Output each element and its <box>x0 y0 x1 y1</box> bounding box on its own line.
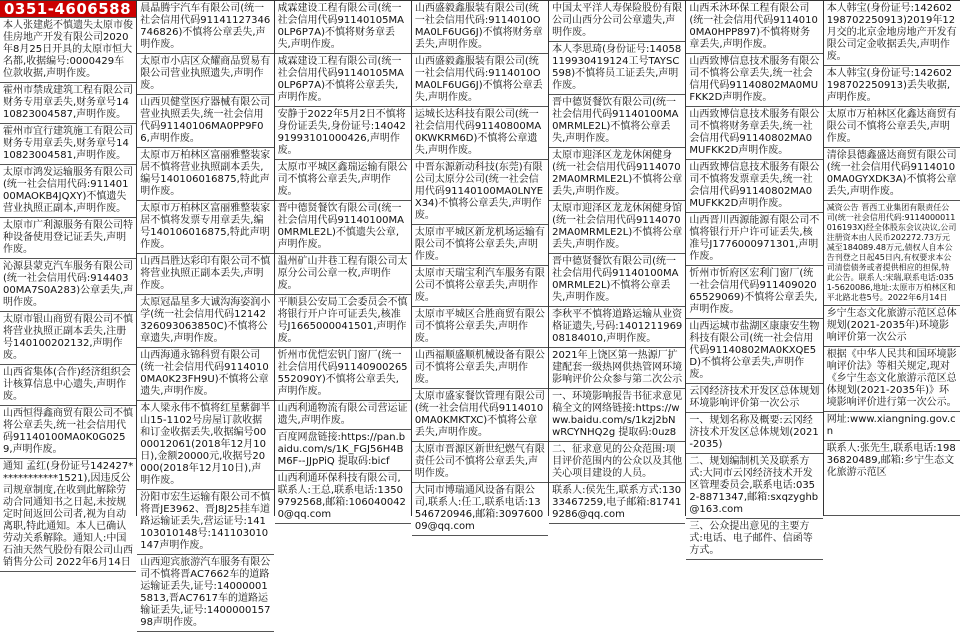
notice-item: 李秋平不慎将道路运输从业资格证遗失,号码:140121196908184010,声明作废。 <box>549 307 685 348</box>
notice-item: 太原市天瑞宝利汽车服务有限公司不慎将公章丢失,声明作废。 <box>412 266 548 307</box>
notice-item: 联系人:张先生,联系电话:19836820489,邮箱:乡宁生态文化旅游示范区 <box>824 441 960 516</box>
notice-item: 山西致博信息技术服务有限公司不慎将公章丢失,统一社会信用代码91140802MA0MUFKK2D声明作废。 <box>686 54 822 107</box>
notice-item: 运城长达科技有限公司(统一社会信用代码91140800MA0KWKRM6D)不慎将公章遗失,声明作废。 <box>412 107 548 160</box>
notice-item: 太原市万柏林区富丽雅整装家居不慎将发票专用章丢失,编号140106016875,特此声明作废。 <box>137 201 273 254</box>
notice-item: 山西海通永锦科贸有限公司(统一社会信用代码91140100MA0K23FH9U)不慎将公章遗失,声明作废。 <box>137 348 273 401</box>
notice-item: 本人梁永伟不慎将红星紫御半山15-1102号房屋订款收据和订金收据丢失,收据编号0000012061(2018年12月10日),金额20000元,收据号20000(2018年12月10日),声明作废。 <box>137 401 273 490</box>
notice-item: 乡宁生态文化旅游示范区总体规划(2021-2035年)环境影响评价第一次公示 <box>824 306 960 347</box>
notice-item: 汾阳市宏生运输有限公司不慎将晋JE3962、晋J8J25挂车道路运输证丢失,营运证号:141103010148号:141103010147声明作废。 <box>137 490 273 555</box>
notice-item: 霍州市禁成建筑工程有限公司财务专用章丢失,财务章号1410823004587,声明作废。 <box>0 83 136 124</box>
notice-item: 太原冠晶星多大诚沟海姿润小学(统一社会信用代码12142326093063850C)不慎将公章遗失,声明作废。 <box>137 295 273 348</box>
notice-item: 二、规划编制机关及联系方式:大同市云冈经济技术开发区管理委员会,联系电话:0352-8871347,邮箱:sxqzyghb@163.com <box>686 454 822 519</box>
notice-item: 中晋东源新动科技(东莞)有限公司太原分公司(统一社会信用代码91140100MA0LNYEX34)不慎将公章丢失,声明作废。 <box>412 160 548 225</box>
notice-item: 三、公众提出意见的主要方式:电话、电子邮件、信函等方式。 <box>686 519 822 560</box>
notice-item: 太原市迎泽区龙龙休闲健身(统一社会信用代码91140702MA0MRMLE2L)不慎将公章丢失,声明作废。 <box>549 148 685 201</box>
notice-item: 山西盛毅鑫服装有限公司(统一社会信用代码:9114010OMA0LF6UG6J)不慎将公章丢失,声明作废。 <box>412 54 548 107</box>
column-5 <box>685 1 822 556</box>
notice-item: 太原市万柏林区富丽雅整装家居不慎将营业执照副本丢失,编号140106016875,特此声明作废。 <box>137 148 273 201</box>
column-0 <box>0 0 136 568</box>
notice-item: 网址:www.xiangning.gov.cn <box>824 412 960 441</box>
notice-item: 山西昌胜达彩印有限公司不慎将营业执照正副本丢失,声明作废。 <box>137 254 273 295</box>
notice-item: 太原市银山商贸有限公司不慎将营业执照正副本丢失,注册号140100202132,声明作废。 <box>0 312 136 365</box>
notice-item: 山西致博信息技术服务有限公司不慎将发票章丢失,统一社会信用代码91140802MA0MUFKK2D声明作废。 <box>686 160 822 213</box>
notice-item: 太原市平城区新龙机场运输有限公司不慎将公章丢失,声明作废。 <box>412 225 548 266</box>
notice-item: 晋中德贤餐饮有限公司(统一社会信用代码91140100MA0MRMLE2L)不慎遗失公章,声明作废。 <box>275 201 411 254</box>
notice-item: 咸霖建设工程有限公司(统一社会信用代码91140105MA0LP6P7A)不慎将公章丢失,声明作废。 <box>275 54 411 107</box>
notice-item: 本人韩宝(身份证号:142602198702250913)2019年12月交的北京金地房地产开发有限公司定金收据丢失,声明作废。 <box>824 1 960 66</box>
notice-item: 中国太平洋人寿保险股份有限公司山西分公司公章遗失,声明作废。 <box>549 1 685 42</box>
notice-item: 百度网盘链接:https://pan.baidu.com/s/1K_FGJ56H4BM6F--JJpPiQ 提取码:bicf <box>275 430 411 471</box>
notice-item: 本人韩宝(身份证号:142602198702250913)丢失收据,声明作废。 <box>824 66 960 107</box>
notice-item: 太原市盛家餐饮管理有限公司(统一社会信用代码91140100MA0KMKTXC)不慎将公章丢失,声明作废。 <box>412 389 548 442</box>
notice-item: 减资公告 晋西工业集团有限责任公司(统一社会信用代码:9114000011016193X)经全体股东会议决议,公司注册资本由人民币202272.73万元减至184089.48万元,债权人自本公告刊登之日起45日内,有权要求本公司清偿债务或者提供相应的担保,特此公告。联系人:宋瑞,联系电话:0351-5620086,地址:太原市万柏林区和平北路北巷5号。2022年6月14日 <box>824 201 960 306</box>
notice-item: 咸霖建设工程有限公司(统一社会信用代码91140105MA0LP6P7A)不慎将财务章丢失,声明作废。 <box>275 1 411 54</box>
notice-item: 山西迎宾旅游汽车服务有限公司不慎将晋AC7662车的道路运输证丢失,证号:140000015813,晋AC7617车的道路运输证丢失,证号:140000015798声明作废。 <box>137 555 273 632</box>
notice-item: 太原市广利源服务有限公司特种设备使用登记证丢失,声明作废。 <box>0 218 136 259</box>
column-3 <box>411 1 548 532</box>
notice-item: 山西晋川西源能源有限公司不慎将银行开户许可证丢失,核准号J1776000971301,声明作废。 <box>686 213 822 266</box>
notice-item: 太原市万柏林区化鑫达商贸有限公司不慎将公章丢失,声明作废。 <box>824 107 960 148</box>
notice-item: 晋中德贤餐饮有限公司(统一社会信用代码91140100MA0MRMLE2L)不慎将公章丢失,声明作废。 <box>549 254 685 307</box>
notice-item: 山西致博信息技术服务有限公司不慎将财务章丢失,统一社会信用代码91140802MA0MUFKK2D声明作废。 <box>686 107 822 160</box>
notice-item: 山西福顺盛顺机械设备有限公司不慎将公章丢失,声明作废。 <box>412 348 548 389</box>
notice-item: 山西贝健堂医疗器械有限公司营业执照丢失,统一社会信用代码91140106MA0PP9F06,声明作废。 <box>137 95 273 148</box>
notice-item: 太原市小店区众耀商品贸易有限公司营业执照遗失,声明作废。 <box>137 54 273 95</box>
column-6 <box>823 1 960 516</box>
column-1 <box>136 1 273 628</box>
column-2 <box>274 1 411 520</box>
notice-item: 安静于2022年5月2日不慎将身份证丢失,身份证号:1404291993101000426,声明作废。 <box>275 107 411 160</box>
notice-item: 山西利通物流有限公司营运证遗失,声明作废。 <box>275 401 411 430</box>
notice-item: 2021年上饶区第一热源厂扩建配套一级热网供热管网环境影响评价公众参与第二次公示 <box>549 348 685 389</box>
notice-item: 本人张建彪不慎遗失太原市俊佳房地产开发有限公司2020年8月25日开具的太原市恒大名都,收据编号:0000429车位款收据,声明作废。 <box>0 18 136 83</box>
notice-item: 太原市平城区鑫瑞运输有限公司不慎将公章丢失,声明作废。 <box>275 160 411 201</box>
notice-item: 晋中德贤餐饮有限公司(统一社会信用代码91140100MA0MRMLE2L)不慎将公章丢失,声明作废。 <box>549 95 685 148</box>
notice-item: 山西利通环保科技有限公司,联系人:王总,联系电话:13509792568,邮箱:1060400420@qq.com <box>275 471 411 524</box>
notice-item: 本人李思琦(身份证号:14058119930419124工号TAYSC598)不慎将员工证丢失,声明作废。 <box>549 42 685 95</box>
notice-item: 云冈经济技术开发区总体规划环境影响评价第一次公示 <box>686 384 822 413</box>
notice-item: 二、征求意见的公众范围:项目评价范围内的公众以及其他关心项目建设的人员。 <box>549 442 685 483</box>
column-4 <box>548 1 685 520</box>
notice-item: 温州矿山井巷工程有限公司太原分公司公章一枚,声明作废。 <box>275 254 411 295</box>
ad-phone-number: 0351-4606588 <box>0 1 136 18</box>
notice-item: 联系人:侯先生,联系方式:13033467259,电子邮箱:817419286@qq.com <box>549 483 685 524</box>
notice-item: 太原市平城区合胜商贸有限公司不慎将公章丢失,声明作废。 <box>412 307 548 348</box>
notice-item: 山西省集体(合作)经济组织会计核算信息中心遗失,声明作废。 <box>0 365 136 406</box>
notice-item: 太原市迎泽区龙龙休闲健身馆(统一社会信用代码91140702MA0MRMLE2L)不慎将公章丢失,声明作废。 <box>549 201 685 254</box>
notice-item: 一、规划名称及概要:云冈经济技术开发区总体规划(2021-2035) <box>686 413 822 454</box>
notice-item: 晨晶腾宇汽车有限公司(统一社会信用代码91141127346746826)不慎将公章丢失,声明作废。 <box>137 1 273 54</box>
notice-item: 根据《中华人民共和国环境影响评价法》等相关规定,现对《乡宁生态文化旅游示范区总体规划(2021-2035年)》环境影响评价进行第一次公示。 <box>824 347 960 412</box>
notice-item: 山西恒得鑫商贸有限公司不慎将公章丢失,统一社会信用代码91140100MA0K0G0259,声明作废。 <box>0 406 136 459</box>
notice-item: 沁源县蒙克汽车服务有限公司(统一社会信用代码:91440300MA7S0A283)公章丢失,声明作废。 <box>0 259 136 312</box>
notice-item: 清徐县德鑫盛达商贸有限公司(统一社会信用代码91140100MA0GYXDK3A)不慎将公章丢失,声明作废。 <box>824 148 960 201</box>
notice-item: 太原市鸿发运输服务有限公司(统一社会信用代码:91140100MAOKB4JQXY)不慎遗失营业执照正副本,声明作废。 <box>0 165 136 218</box>
notice-item: 忻州市忻府区宏利门窗厂(统一社会信用代码91140902065529069)不慎将公章丢失,声明作废。 <box>686 266 822 319</box>
notice-item: 大同市博瑞通风设备有限公司,联系人:任工,联系电话:13546720946,邮箱:309760009@qq.com <box>412 483 548 536</box>
notice-item: 通知 孟红(身份证号142427************1521),因违反公司规章制度,在收到此解除劳动合同通知书之日起,未按规定时间返回公司者,视为自动离职,特此通知。本人已确认劳动关系解除。通知人:中国石油天然气股份有限公司山西销售分公司 2022年6月14日 <box>0 459 136 572</box>
notice-item: 山西运城市盐湖区康康安生物科技有限公司(统一社会信用代码91140802MA0KXQE5D)不慎将公章丢失,声明作废。 <box>686 319 822 384</box>
notice-item: 霍州市宜行建筑施工有限公司财务专用章丢失,财务章号1410823004581,声明作废。 <box>0 124 136 165</box>
notice-item: 山西禾沐环保工程有限公司(统一社会信用代码91140100MA0HPP897)不慎将财务章丢失,声明作废。 <box>686 1 822 54</box>
notice-item: 山西盛毅鑫服装有限公司(统一社会信用代码:9114010OMA0LF6UG6J)不慎将财务章丢失,声明作废。 <box>412 1 548 54</box>
notice-item: 一、环境影响报告书征求意见稿全文的网络链接:https://www.baidu.com/s/1kzj2bNwRCYNHQ2g 提取码:0uz8 <box>549 389 685 442</box>
notice-item: 平顺县公安局工会委员会不慎将银行开户许可证丢失,核准号J1665000041501,声明作废。 <box>275 295 411 348</box>
notice-item: 忻州市优恺宏钒门窗厂(统一社会信用代码91140900265552090Y)不慎将公章丢失,声明作废。 <box>275 348 411 401</box>
notice-item: 太原市晋源区新世纪燃气有限责任公司不慎将公章丢失,声明作废。 <box>412 442 548 483</box>
